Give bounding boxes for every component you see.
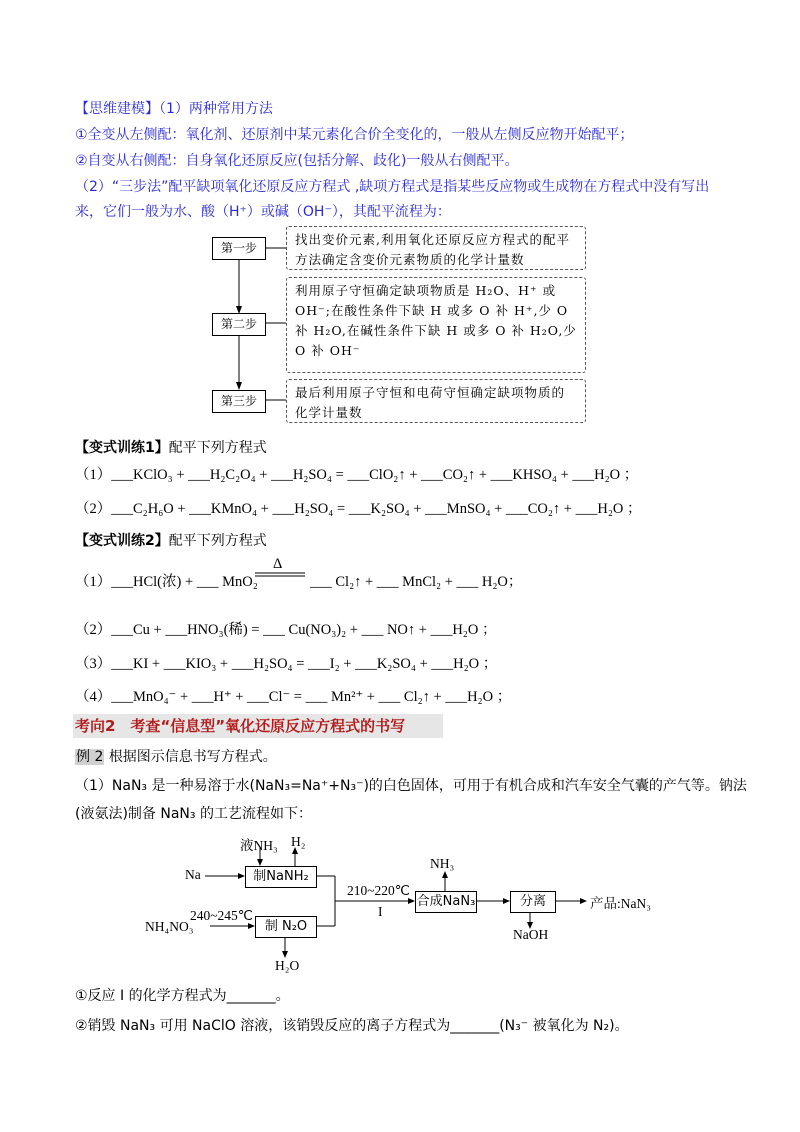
example-paragraph-2: (液氨法)制备 NaN₃ 的工艺流程如下： xyxy=(75,806,312,822)
example-paragraph-1: （1）NaN₃ 是一种易溶于水(NaN₃=Na⁺+N₃⁻)的白色固体，可用于有机合成和汽车安全气囊的产气等。钠法 xyxy=(75,778,747,794)
flow-temp-1: 240~245℃ xyxy=(190,908,253,923)
flow-nh4no3: NH₄NO₃ xyxy=(145,919,194,934)
flow-nh3: NH₃ xyxy=(430,856,455,871)
practice-1-title: 【变式训练1】 xyxy=(75,440,169,456)
flow-h2: H₂ xyxy=(291,834,306,849)
step-2-box: 第二步 xyxy=(212,313,266,336)
practice-2-eq-3: （3）___KI + ___KIO₃ + ___H₂SO₄ = ___I₂ + ___K₂SO₄ + ___H₂O ； xyxy=(75,656,498,672)
flow-h2o: H₂O xyxy=(275,958,300,973)
practice-2-title: 【变式训练2】 xyxy=(75,533,169,549)
step-1-box: 第一步 xyxy=(212,237,266,260)
flow-box-separate: 分离 xyxy=(510,891,556,913)
practice-2-subtitle: 配平下列方程式 xyxy=(168,533,267,549)
practice-2-eq-1-right: ___ Cl₂↑ + ___ MnCl₂ + ___ H₂O； xyxy=(310,574,523,590)
section-title: 考向2 考查“信息型”氧化还原反应方程式的书写 xyxy=(75,717,406,735)
model-line-2: ②自变从右侧配：自身氧化还原反应(包括分解、歧化)一般从右侧配平。 xyxy=(75,153,519,169)
flow-product: 产品:NaN₃ xyxy=(590,896,651,911)
question-1: ①反应 I 的化学方程式为_______。 xyxy=(75,988,290,1004)
example-intro-text: 根据图示信息书写方程式。 xyxy=(108,749,277,765)
practice-1-heading xyxy=(75,437,267,457)
model-line-4: 来，它们一般为水、酸（H⁺）或碱（OH⁻），其配平流程为： xyxy=(75,204,451,220)
section-heading xyxy=(73,714,443,738)
step-3-text: 最后利用原子守恒和电荷守恒确定缺项物质的化学计量数 xyxy=(286,379,586,423)
flow-box-n2o: 制 N₂O xyxy=(255,916,317,938)
flow-naoh: NaOH xyxy=(513,927,549,942)
step-2-text: 利用原子守恒确定缺项物质是 H₂O、H⁺ 或 OH⁻;在酸性条件下缺 H 或多 O 补 H⁺,少 O 补 H₂O,在碱性条件下缺 H 或多 O 补 H₂O,少 O 补 OH⁻ xyxy=(286,277,586,373)
practice-2-eq-4: （4）___MnO₄⁻ + ___H⁺ + ___Cl⁻ = ___ Mn²⁺ + ___ Cl₂↑ + ___H₂O ； xyxy=(75,689,512,705)
practice-1-eq-1: （1）___KClO₃ + ___H₂C₂O₄ + ___H₂SO₄ = ___ClO₂↑ + ___CO₂↑ + ___KHSO₄ + ___H₂O ； xyxy=(75,467,639,483)
model-line-3: （2）“三步法”配平缺项氧化还原反应方程式 ,缺项方程式是指某些反应物或生成物在方程式中没有写出 xyxy=(75,179,710,195)
example-2-intro xyxy=(75,746,277,766)
model-line-1: ①全变从左侧配：氧化剂、还原剂中某元素化合价全变化的，一般从左侧反应物开始配平； xyxy=(75,127,634,143)
flow-liquid-nh3: 液NH₃ xyxy=(240,838,278,853)
model-heading: 【思维建模】（1）两种常用方法 xyxy=(75,101,273,117)
practice-2-eq-1-condition: Δ xyxy=(273,556,283,572)
practice-2-eq-2: （2）___Cu + ___HNO₃(稀) = ___ Cu(NO₃)₂ + ___ NO↑ + ___H₂O ； xyxy=(75,622,497,638)
flow-temp-2: 210~220℃ xyxy=(347,883,410,898)
practice-1-subtitle: 配平下列方程式 xyxy=(168,440,267,456)
flow-box-nan3: 合成NaN₃ xyxy=(415,891,477,913)
flow-na: Na xyxy=(185,867,201,882)
practice-2-heading xyxy=(75,530,267,550)
example-tag: 例 2 xyxy=(76,749,104,765)
step-1-text: 找出变价元素,利用氧化还原反应方程式的配平方法确定含变价元素物质的化学计量数 xyxy=(286,226,586,270)
practice-2-eq-1-left: （1）___HCl(浓) + ___ MnO₂ xyxy=(75,574,258,590)
equilibrium-double-line xyxy=(255,571,305,579)
question-2: ②销毁 NaN₃ 可用 NaClO 溶液，该销毁反应的离子方程式为_______(N₃⁻ 被氧化为 N₂)。 xyxy=(75,1018,629,1034)
step-3-box: 第三步 xyxy=(212,390,266,413)
practice-1-eq-2: （2）___C₂H₆O + ___KMnO₄ + ___H₂SO₄ = ___K₂SO₄ + ___MnSO₄ + ___CO₂↑ + ___H₂O ； xyxy=(75,501,642,517)
flow-roman-i: I xyxy=(378,904,383,919)
flow-box-nanh2: 制NaNH₂ xyxy=(245,866,317,888)
